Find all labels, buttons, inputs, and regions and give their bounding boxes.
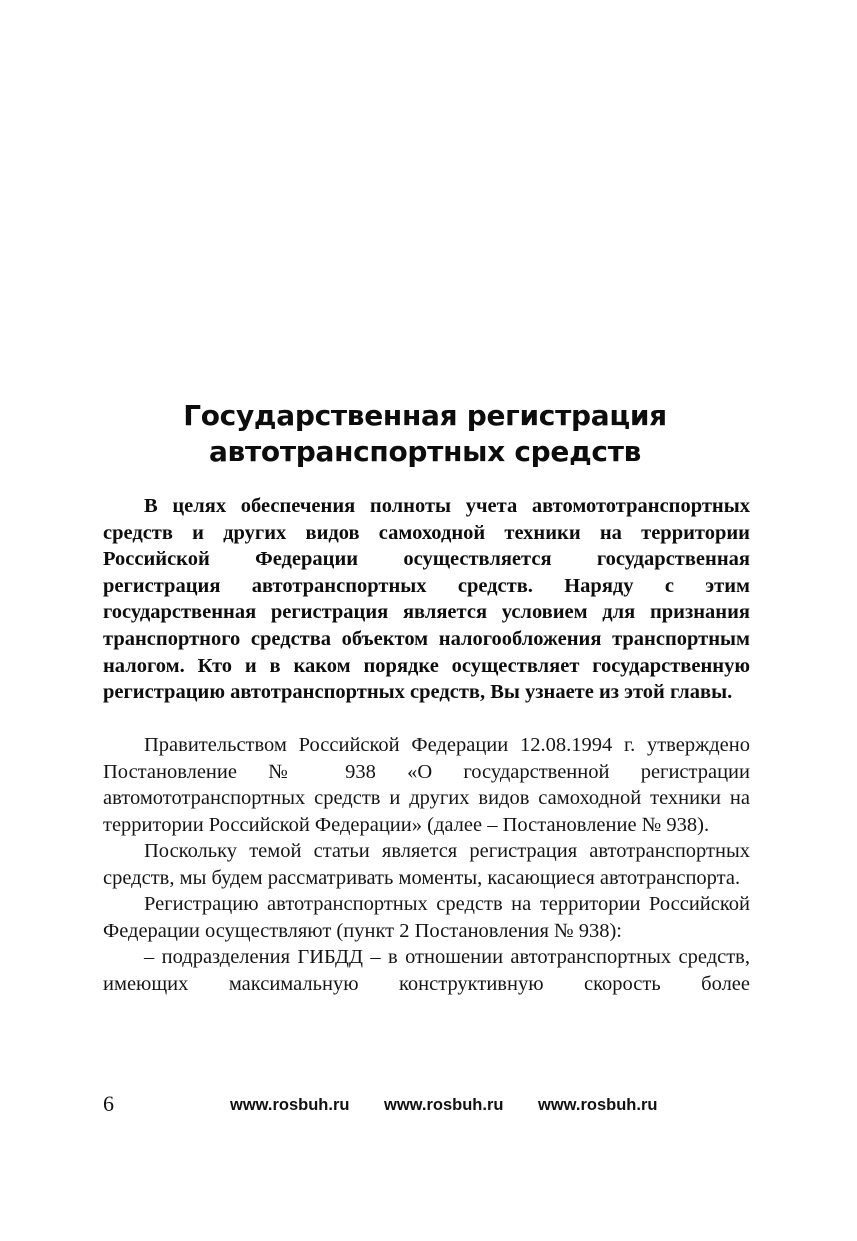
footer-link-2[interactable]: www.rosbuh.ru	[384, 1096, 504, 1114]
body-paragraph-1: Правительством Российской Федерации 12.08.1994 г. утверждено Постановление № 938 «О государственной регистрации автомототранспортных средств и других видов самоходной техники на территории Российской Федерации» (далее – Постановление № 938).	[103, 734, 750, 836]
chapter-title-line-2: автотранспортных средств	[208, 435, 642, 468]
chapter-title-line-1: Государственная регистрация	[183, 399, 667, 432]
body-paragraph-4: – подразделения ГИБДД – в отношении автотранспортных средств, имеющих максимальную конструктивную скорость более	[103, 946, 750, 995]
page-number: 6	[103, 1091, 114, 1116]
chapter-title	[100, 398, 750, 470]
chapter-body	[103, 732, 750, 997]
page-footer	[0, 1090, 857, 1120]
body-paragraph-3: Регистрацию автотранспортных средств на территории Российской Федерации осуществляют (пункт 2 Постановления № 938):	[103, 893, 750, 942]
body-paragraph-2: Поскольку темой статьи является регистрация автотранспортных средств, мы будем рассматривать моменты, касающиеся автотранспорта.	[103, 840, 750, 889]
footer-link-1[interactable]: www.rosbuh.ru	[230, 1096, 350, 1114]
chapter-lead-paragraph: В целях обеспечения полноты учета автомототранспортных средств и других видов самоходной техники на территории Российской Федерации осуществляется государственная регистрация автотранспортных средств. Наряду с этим государственная регистрация является условием для признания транспортного средства объектом налогообложения транспортным налогом. Кто и в каком порядке осуществляет государственную регистрацию автотранспортных средств, Вы узнаете из этой главы.	[103, 495, 750, 704]
footer-link-3[interactable]: www.rosbuh.ru	[538, 1096, 658, 1114]
